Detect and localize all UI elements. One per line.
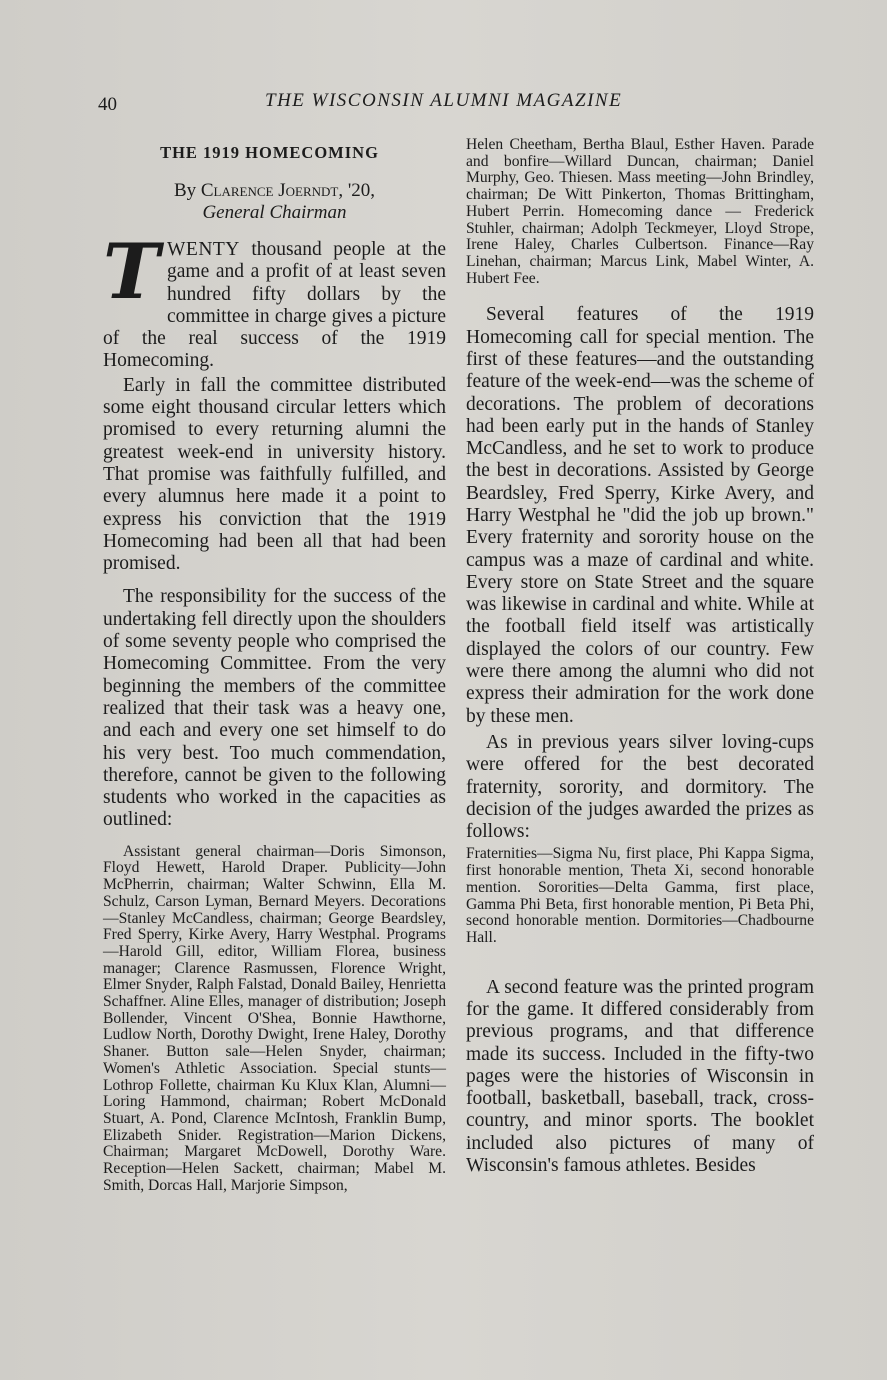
byline-prefix: By: [173, 180, 197, 201]
lead-word: WENTY: [167, 239, 240, 260]
committee-list: Assistant general chairman—Doris Simonson, Floyd Hewett, Harold Draper. Publicity—John McPherrin, chairman; Walter Schwinn, Ella M. Schulz, Carson Lyman, Bernard Meyers. Decorations—Stanley McCandless, chairman; George Beardsley, Fred Sperry, Kirke Avery, Harry Westphal. Programs—Harold Gill, editor, William Florea, business manager; Clarence Rasmussen, Florence Wright, Elmer Snyder, Ralph Falstad, Donald Bailey, Henrietta Schaffner. Aline Elles, manager of distribution; Joseph Bollender, Vincent O'Shea, Bonnie Hawthorne, Ludlow North, Dorothy Dwight, Irene Haley, Dorothy Shaner. Button sale—Helen Snyder, chairman; Women's Athletic Association. Special stunts—Lothrop Follette, chairman Ku Klux Klan, Alumni—Loring Hammond, chairman; Robert McDonald Stuart, A. Pond, Clarence McIntosh, Franklin Bump, Elizabeth Snider. Registration—Marion Dickens, Chairman; Margaret McDowell, Dorothy Ware. Reception—Helen Sackett, chairman; Mabel M. Smith, Dorcas Hall, Marjorie Simpson,: [103, 842, 446, 1194]
byline: [103, 180, 446, 224]
right-column: [466, 137, 814, 1177]
running-head: THE WISCONSIN ALUMNI MAGAZINE: [265, 90, 623, 111]
drop-cap-letter: T: [103, 227, 160, 316]
lead-paragraph: [103, 227, 446, 373]
page-number: 40: [98, 94, 117, 115]
committee-list-continued: Helen Cheetham, Bertha Blaul, Esther Haven. Parade and bonfire—Willard Duncan, chairman; Daniel Murphy, Geo. Thiesen. Mass meeting—John Brindley, chairman; De Witt Pinkerton, Thomas Brittingham, Hubert Perrin. Homecoming dance — Frederick Stuhler, chairman; Adolph Teckmeyer, Lloyd Strope, Irene Haley, Charles Culbertson. Finance—Ray Linehan, chairman; Marcus Link, Mabel Winter, A. Hubert Fee.: [466, 136, 814, 287]
author-suffix: , '20,: [338, 180, 376, 201]
paragraph-2: Early in fall the committee distributed some eight thousand circular letters which promised to every returning alumni the greatest week-end in university history. That promise was faithfully fulfilled, and every alumnus here made it a point to express his conviction that the 1919 Homecoming had been all that had been promised.: [103, 374, 446, 575]
prize-list: Fraternities—Sigma Nu, first place, Phi Kappa Sigma, first honorable mention, Theta Xi, second honorable mention. Sororities—Delta Gamma, first place, Gamma Phi Beta, first honorable mention, Pi Beta Phi, second honorable mention. Dormitories—Chadbourne Hall.: [466, 845, 814, 946]
paragraph-4: Several features of the 1919 Homecoming call for special mention. The first of these features—and the outstanding feature of the week-end—was the scheme of decorations. The problem of decorations had been early put in the hands of Stanley McCandless, and he set to work to produce the best in decorations. Assisted by George Beardsley, Fred Sperry, Kirke Avery, and Harry Westphal he "did the job up brown." Every fraternity and sorority house on the campus was a maze of cardinal and white. Every store on State Street and the square was likewise in cardinal and white. While at the football field itself was artistically displayed the colors of our country. Few were there among the alumni who did not express their admiration for the work done by these men.: [466, 304, 814, 727]
lead-paragraph-text: thousand people at the game and a profit of at least seven hundred fifty dollars by the committee in charge gives a picture of the real success of the 1919 Homecoming.: [103, 239, 446, 372]
article-title: THE 1919 HOMECOMING: [160, 143, 379, 162]
paragraph-6: A second feature was the printed program for the game. It differed considerably from previous programs, and that difference made its success. Included in the fifty-two pages were the histories of Wisconsin in football, basketball, baseball, track, cross-country, and minor sports. The booklet included also pictures of many of Wisconsin's famous athletes. Besides: [466, 976, 814, 1177]
paragraph-5: As in previous years silver loving-cups were offered for the best decorated fraternity, sorority, and dormitory. The decision of the judges awarded the prizes as follows:: [466, 731, 814, 843]
author-name: Clarence Joerndt: [200, 180, 339, 201]
paragraph-3: The responsibility for the success of the undertaking fell directly upon the shoulders of some seventy people who comprised the Homecoming Committee. From the very beginning the members of the committee realized that their task was a heavy one, and each and every one set himself to do his very best. Too much commendation, therefore, cannot be given to the following students who worked in the capacities as outlined:: [103, 586, 446, 831]
left-column: [103, 140, 446, 1194]
author-role: General Chairman: [202, 202, 347, 223]
